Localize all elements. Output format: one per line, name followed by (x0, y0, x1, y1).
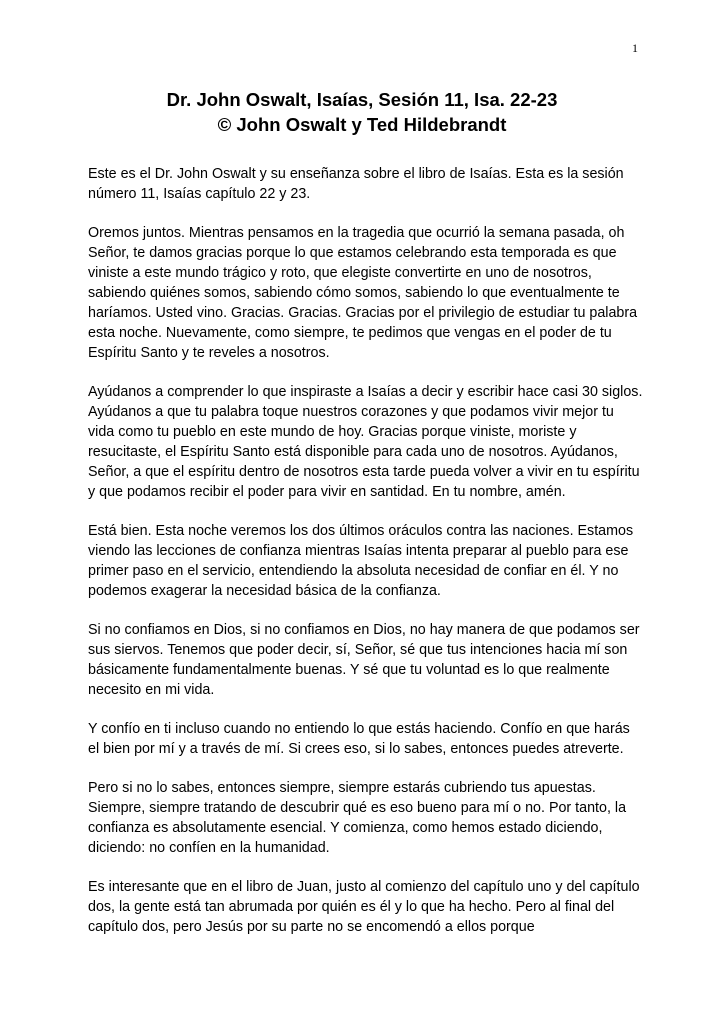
paragraph: Está bien. Esta noche veremos los dos últimos oráculos contra las naciones. Estamos viendo las lecciones de confianza mientras Isaías intenta preparar al pueblo para ese primer paso en el servicio, entendiendo la absoluta necesidad de confiar en él. Y no podemos exagerar la necesidad básica de la confianza. (88, 523, 634, 599)
paragraph: Oremos juntos. Mientras pensamos en la tragedia que ocurrió la semana pasada, oh Señor, te damos gracias porque lo que estamos celebrando esta temporada es que viniste a este mundo trágico y roto, que elegiste convertirte en uno de nosotros, sabiendo quiénes somos, sabiendo cómo somos, sabiendo lo que eventualmente te haríamos. Usted vino. Gracias. Gracias. Gracias por el privilegio de estudiar tu palabra esta noche. Nuevamente, como siempre, te pedimos que vengas en el poder de tu Espíritu Santo y te reveles a nosotros. (88, 225, 638, 361)
paragraph: Pero si no lo sabes, entonces siempre, siempre estarás cubriendo tus apuestas. Siempre, siempre tratando de descubrir qué es eso bueno para mí o no. Por tanto, la confianza es absolutamente esencial. Y comienza, como hemos estado diciendo, diciendo: no confíen en la humanidad. (88, 780, 627, 856)
paragraph: Y confío en ti incluso cuando no entiendo lo que estás haciendo. Confío en que harás el bien por mí y a través de mí. Si crees eso, si lo sabes, entonces puedes atreverte. (88, 721, 630, 757)
document-title (0, 87, 724, 137)
paragraph: Es interesante que en el libro de Juan, justo al comienzo del capítulo uno y del capítulo dos, la gente está tan abrumada por quién es él y lo que ha hecho. Pero al final del capítulo dos, pero Jesús por su parte no se encomendó a ellos porque (88, 879, 640, 935)
document-body (88, 164, 644, 956)
paragraph: Ayúdanos a comprender lo que inspiraste a Isaías a decir y escribir hace casi 30 siglos. Ayúdanos a que tu palabra toque nuestros corazones y que podamos vivir mejor tu vida como tu pueblo en este mundo de hoy. Gracias porque viniste, moriste y resucitaste, el Espíritu Santo está disponible para cada uno de nosotros. Ayúdanos, Señor, a que el espíritu dentro de nosotros esta tarde pueda volver a vivir en tu espíritu y que podamos recibir el poder para vivir en santidad. En tu nombre, amén. (88, 384, 643, 500)
title-line-2: © John Oswalt y Ted Hildebrandt (217, 114, 507, 135)
page-number: 1 (632, 41, 638, 55)
paragraph: Este es el Dr. John Oswalt y su enseñanza sobre el libro de Isaías. Esta es la sesión número 11, Isaías capítulo 22 y 23. (88, 166, 624, 202)
paragraph: Si no confiamos en Dios, si no confiamos en Dios, no hay manera de que podamos ser sus siervos. Tenemos que poder decir, sí, Señor, sé que tus intenciones hacia mí son básicamente fundamentalmente buenas. Y sé que tu voluntad es lo que realmente necesito en mi vida. (88, 622, 640, 698)
title-line-1: Dr. John Oswalt, Isaías, Sesión 11, Isa. 22-23 (166, 89, 558, 110)
